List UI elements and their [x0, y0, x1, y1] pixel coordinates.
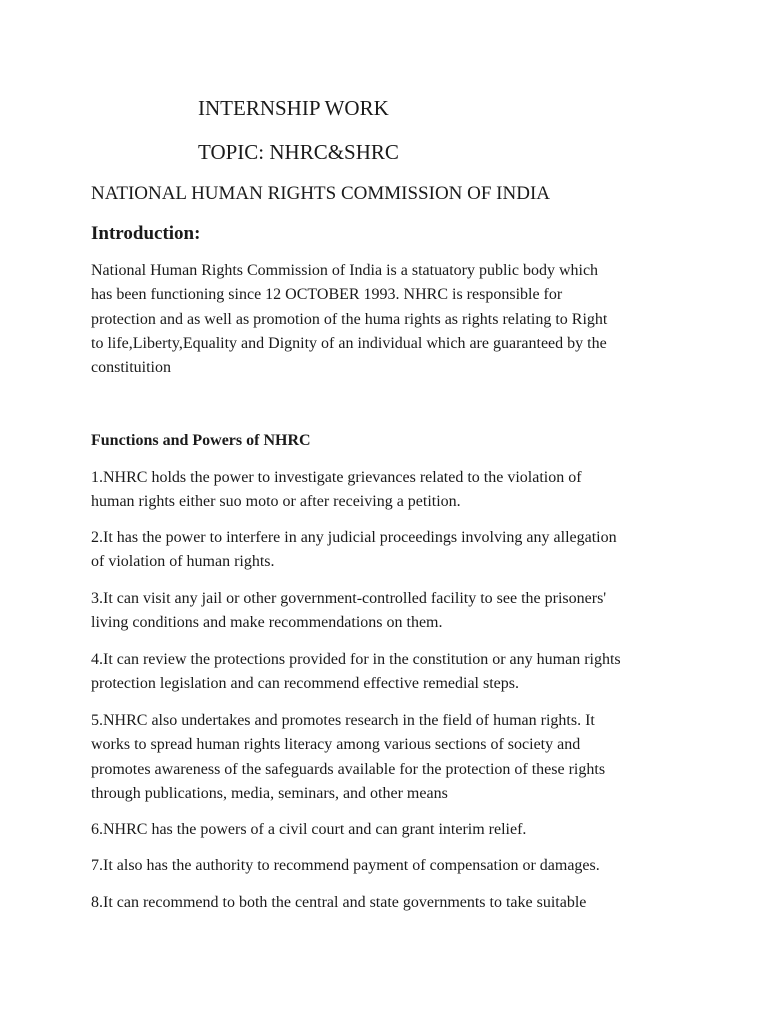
- paragraph-line: works to spread human rights literacy among various sections of society and: [91, 736, 581, 754]
- introduction-paragraph: [91, 259, 691, 380]
- paragraph-line: constituition: [91, 359, 171, 377]
- paragraph-line: of violation of human rights.: [91, 553, 275, 571]
- point-1: [91, 466, 691, 515]
- point-2: [91, 526, 691, 575]
- functions-heading: Functions and Powers of NHRC: [91, 432, 311, 449]
- paragraph-line: to life,Liberty,Equality and Dignity of an individual which are guaranteed by the: [91, 334, 607, 352]
- point-5: [91, 709, 691, 806]
- subtitle-nhrc-india: NATIONAL HUMAN RIGHTS COMMISSION OF INDIA: [91, 183, 550, 204]
- paragraph-line: has been functioning since 12 OCTOBER 1993. NHRC is responsible for: [91, 286, 563, 304]
- point-7: [91, 854, 691, 878]
- introduction-heading: Introduction:: [91, 223, 201, 244]
- paragraph-line: protection legislation and can recommend effective remedial steps.: [91, 675, 519, 693]
- paragraph-line: 7.It also has the authority to recommend payment of compensation or damages.: [91, 857, 600, 874]
- paragraph-line: National Human Rights Commission of India is a statuatory public body which: [91, 262, 599, 279]
- title-internship-work: INTERNSHIP WORK: [198, 96, 389, 120]
- paragraph-line: 3.It can visit any jail or other government-controlled facility to see the prisoners': [91, 590, 607, 607]
- point-8: [91, 891, 691, 915]
- title-topic: TOPIC: NHRC&SHRC: [198, 140, 399, 164]
- paragraph-line: 1.NHRC holds the power to investigate grievances related to the violation of: [91, 469, 582, 486]
- paragraph-line: 2.It has the power to interfere in any judicial proceedings involving any allegation: [91, 529, 617, 546]
- paragraph-line: human rights either suo moto or after receiving a petition.: [91, 493, 461, 511]
- paragraph-line: living conditions and make recommendations on them.: [91, 614, 443, 632]
- point-3: [91, 587, 691, 636]
- paragraph-line: 5.NHRC also undertakes and promotes research in the field of human rights. It: [91, 712, 595, 729]
- paragraph-line: 4.It can review the protections provided for in the constitution or any human rights: [91, 651, 621, 668]
- paragraph-line: protection and as well as promotion of the huma rights as rights relating to Right: [91, 310, 608, 328]
- paragraph-line: 6.NHRC has the powers of a civil court and can grant interim relief.: [91, 821, 527, 838]
- point-6: [91, 818, 691, 842]
- paragraph-line: promotes awareness of the safeguards available for the protection of these rights: [91, 760, 606, 778]
- paragraph-line: through publications, media, seminars, and other means: [91, 784, 448, 802]
- paragraph-line: 8.It can recommend to both the central and state governments to take suitable: [91, 894, 587, 911]
- point-4: [91, 648, 691, 697]
